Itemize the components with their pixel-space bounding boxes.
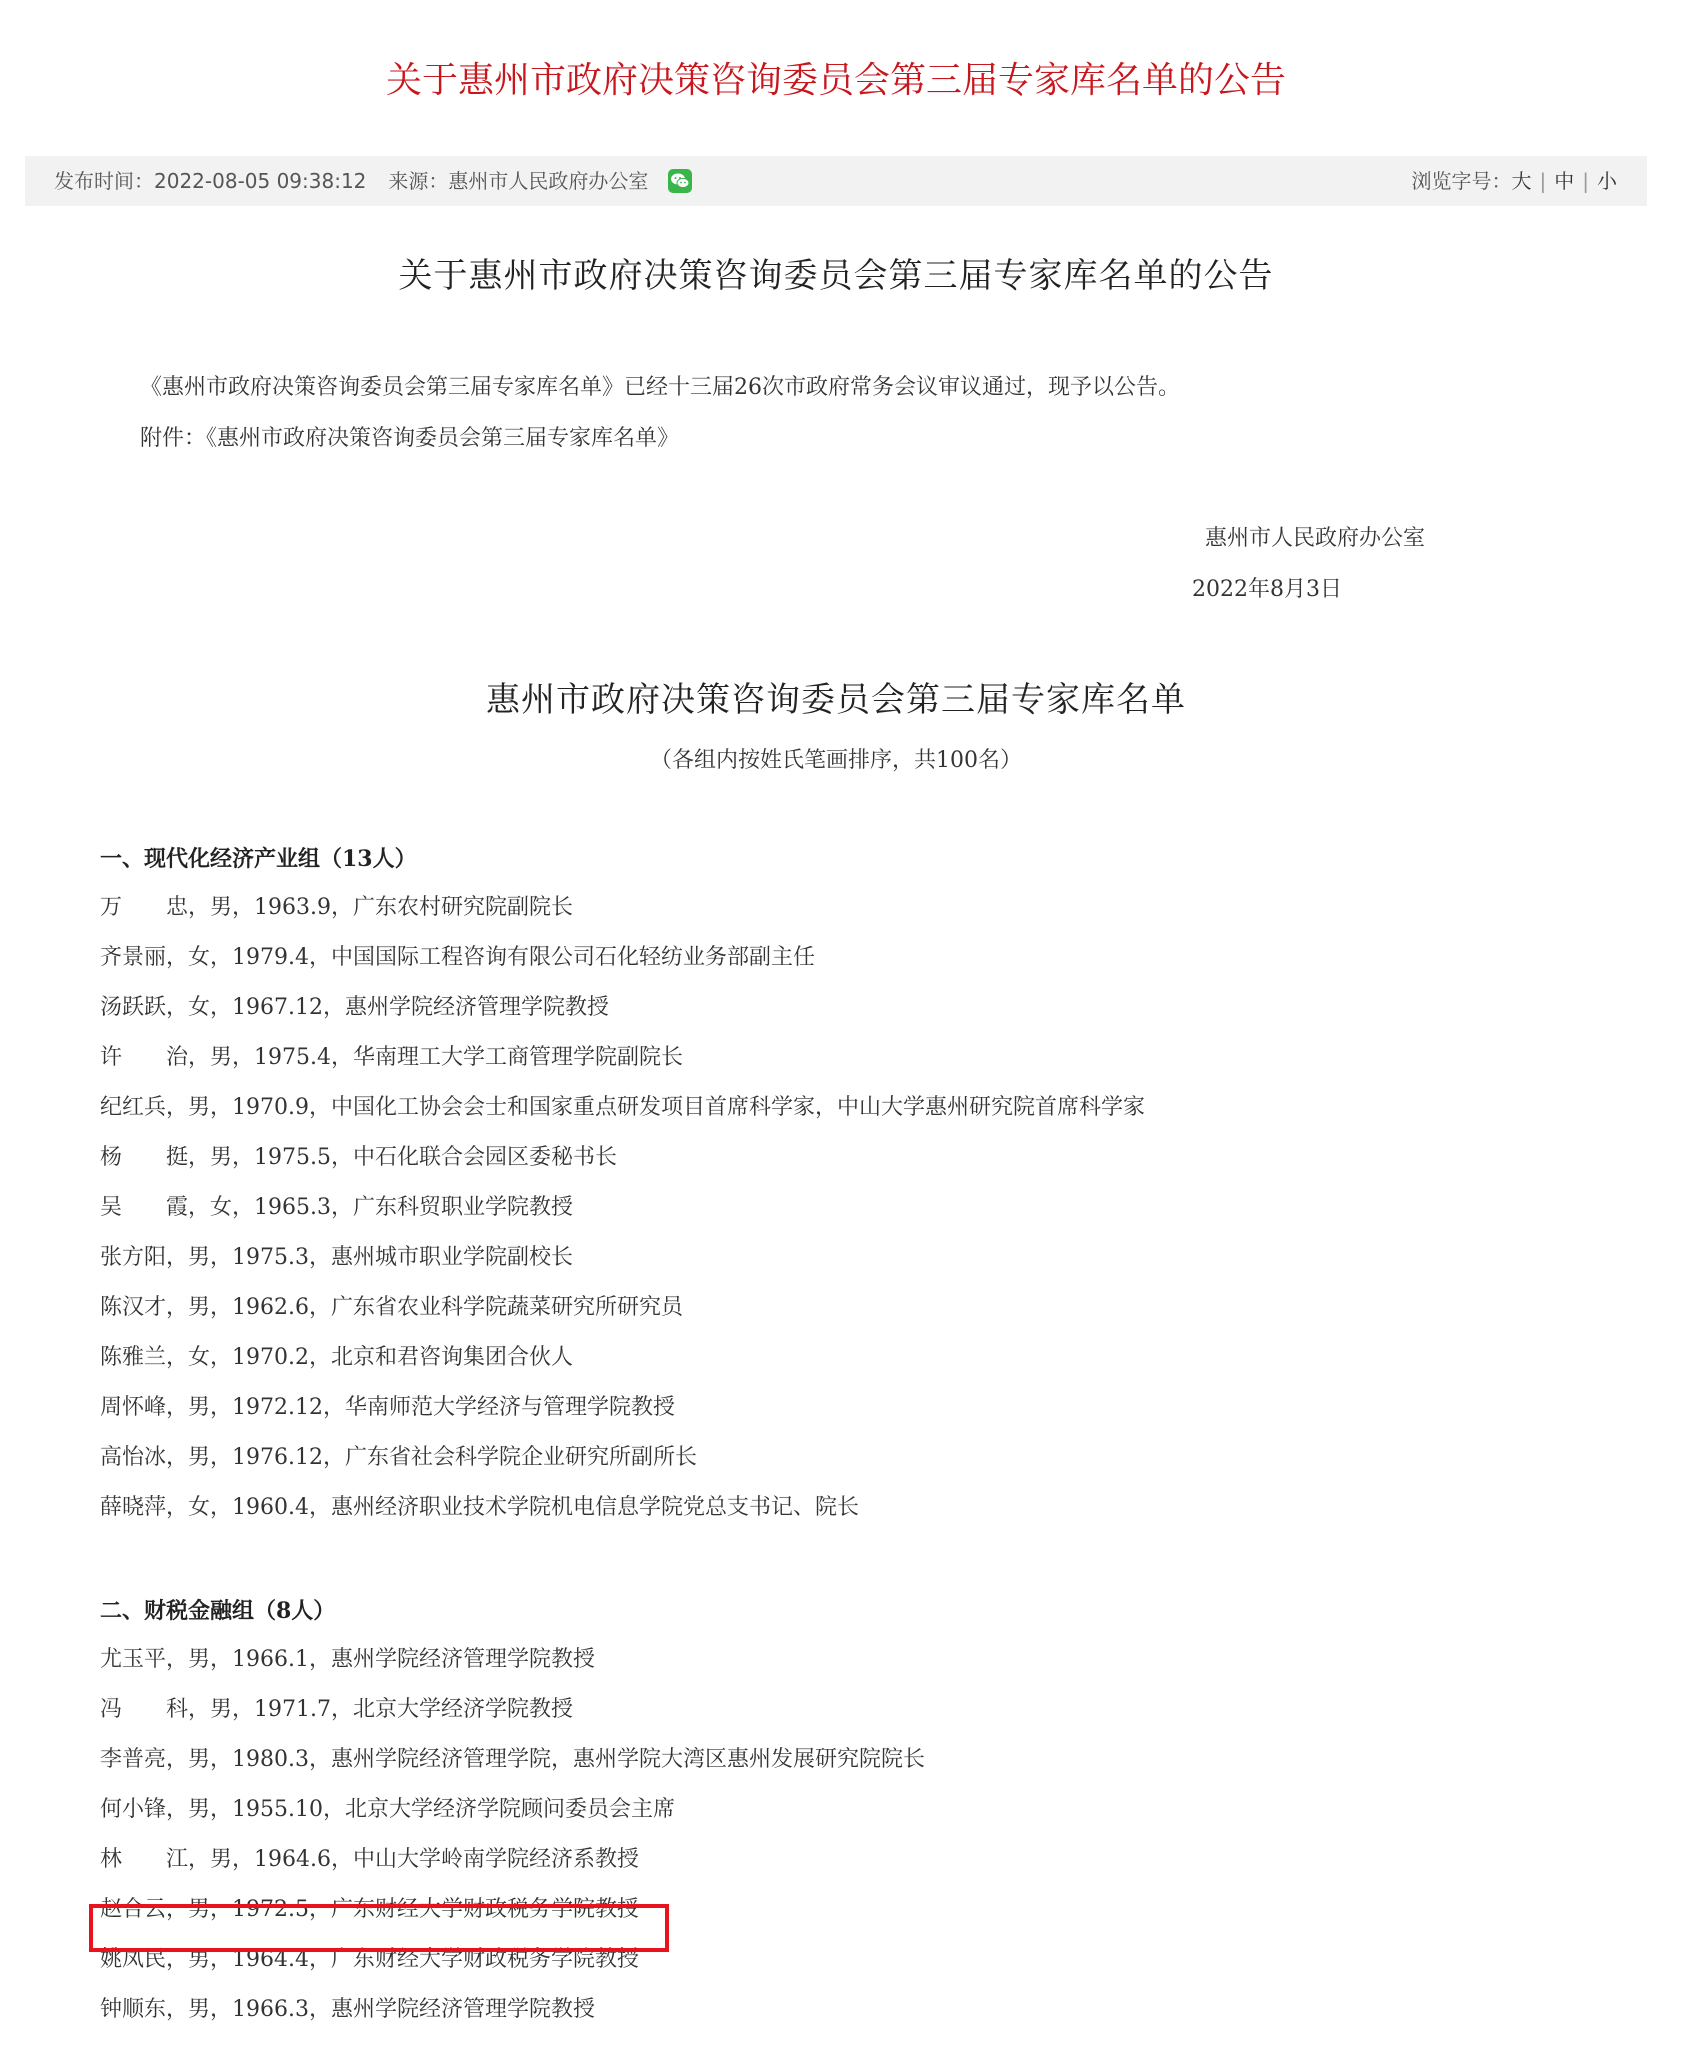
group-2-list (100, 1635, 925, 2035)
group-heading: 一、现代化经济产业组（13人） (100, 846, 417, 872)
article-meta-bar (25, 156, 1647, 206)
expert-detail: ，男，1966.1，惠州学院经济管理学院教授 (166, 1647, 595, 1672)
expert-name: 尤玉平 (100, 1647, 167, 1672)
expert-name: 何小锋 (100, 1797, 167, 1822)
list-item (100, 1083, 1145, 1133)
meta-info (54, 156, 692, 206)
list-item (100, 1033, 1145, 1083)
expert-detail: ，男，1975.4，华南理工大学工商管理学院副院长 (188, 1045, 683, 1070)
list-item (100, 1835, 925, 1885)
expert-name: 张方阳 (100, 1245, 167, 1270)
expert-detail: ，男，1975.5，中石化联合会园区委秘书长 (188, 1145, 617, 1170)
group-1-list (100, 883, 1145, 1533)
list-item (100, 1735, 925, 1785)
font-size-switcher (1412, 156, 1618, 206)
expert-name: 钟顺东 (100, 1997, 167, 2022)
article-title: 关于惠州市政府决策咨询委员会第三届专家库名单的公告 (398, 256, 1274, 296)
font-size-label: 浏览字号： (1411, 169, 1512, 193)
list-subtitle: （各组内按姓氏笔画排序，共100名） (650, 748, 1022, 773)
list-item (100, 1433, 1145, 1483)
font-size-large-button[interactable]: 大 (1511, 169, 1532, 193)
list-item (100, 1785, 925, 1835)
expert-name: 吴 霞 (100, 1195, 189, 1220)
list-item (100, 1183, 1145, 1233)
list-item (100, 1233, 1145, 1283)
list-item (100, 933, 1145, 983)
expert-name: 李普亮 (100, 1747, 167, 1772)
group-heading: 二、财税金融组（8人） (100, 1598, 336, 1624)
expert-detail: ，男，1971.7，北京大学经济学院教授 (188, 1697, 573, 1722)
expert-name: 杨 挺 (100, 1145, 189, 1170)
source-label: 来源：惠州市人民政府办公室 (388, 169, 649, 193)
expert-name: 冯 科 (100, 1697, 189, 1722)
publish-time: 发布时间：2022-08-05 09:38:12 (54, 169, 367, 193)
expert-detail: ，男，1972.5，广东财经大学财政税务学院教授 (166, 1897, 639, 1922)
announcement-body: 《惠州市政府决策咨询委员会第三届专家库名单》已经十三届26次市政府常务会议审议通过，现予以公告。 (140, 375, 1180, 400)
expert-name: 陈汉才 (100, 1295, 167, 1320)
expert-detail: ，男，1975.3，惠州城市职业学院副校长 (166, 1245, 573, 1270)
expert-detail: ，男，1962.6，广东省农业科学院蔬菜研究所研究员 (166, 1295, 683, 1320)
expert-detail: ，男，1972.12，华南师范大学经济与管理学院教授 (166, 1395, 675, 1420)
signature-date: 2022年8月3日 (1192, 577, 1342, 602)
expert-name: 万 忠 (100, 895, 189, 920)
list-item (100, 883, 1145, 933)
divider: | (1539, 169, 1547, 193)
expert-detail: ，男，1964.6，中山大学岭南学院经济系教授 (188, 1847, 639, 1872)
divider: | (1582, 169, 1589, 193)
list-item (100, 983, 1145, 1033)
expert-name: 陈雅兰 (100, 1345, 167, 1370)
list-title: 惠州市政府决策咨询委员会第三届专家库名单 (486, 680, 1186, 720)
expert-detail: ，女，1967.12，惠州学院经济管理学院教授 (166, 995, 609, 1020)
expert-name: 赵合云 (100, 1897, 167, 1922)
signature-org: 惠州市人民政府办公室 (1205, 526, 1426, 551)
expert-name: 汤跃跃 (100, 995, 167, 1020)
attachment-line: 附件：《惠州市政府决策咨询委员会第三届专家库名单》 (140, 426, 680, 451)
expert-detail: ，男，1964.4，广东财经大学财政税务学院教授 (166, 1947, 639, 1972)
highlight-box (89, 1904, 669, 1952)
list-item (100, 1635, 925, 1685)
expert-detail: ，女，1970.2，北京和君咨询集团合伙人 (166, 1345, 573, 1370)
expert-detail: ，女，1979.4，中国国际工程咨询有限公司石化轻纺业务部副主任 (166, 945, 815, 970)
expert-detail: ，男，1970.9，中国化工协会会士和国家重点研发项目首席科学家，中山大学惠州研究院首席科学家 (166, 1095, 1145, 1120)
expert-detail: ，女，1965.3，广东科贸职业学院教授 (188, 1195, 573, 1220)
expert-detail: ，男，1976.12，广东省社会科学院企业研究所副所长 (166, 1445, 697, 1470)
list-item (100, 1283, 1145, 1333)
list-item (100, 1483, 1145, 1533)
expert-detail: ，男，1966.3，惠州学院经济管理学院教授 (166, 1997, 595, 2022)
list-item (100, 1333, 1145, 1383)
list-item (100, 1985, 925, 2035)
list-item (100, 1383, 1145, 1433)
expert-detail: ，男，1980.3，惠州学院经济管理学院，惠州学院大湾区惠州发展研究院院长 (166, 1747, 925, 1772)
expert-name: 高怡冰 (100, 1445, 167, 1470)
expert-name: 周怀峰 (100, 1395, 167, 1420)
expert-name: 林 江 (100, 1847, 189, 1872)
page-title: 关于惠州市政府决策咨询委员会第三届专家库名单的公告 (385, 60, 1286, 101)
list-item (100, 1133, 1145, 1183)
font-size-small-button[interactable]: 小 (1597, 169, 1617, 193)
expert-detail: ，男，1955.10，北京大学经济学院顾问委员会主席 (166, 1797, 675, 1822)
expert-detail: ，男，1963.9，广东农村研究院副院长 (188, 895, 573, 920)
expert-name: 齐景丽 (100, 945, 167, 970)
wechat-icon[interactable] (668, 169, 692, 193)
expert-detail: ，女，1960.4，惠州经济职业技术学院机电信息学院党总支书记、院长 (166, 1495, 859, 1520)
expert-name: 姚凤民 (100, 1947, 167, 1972)
expert-name: 许 治 (100, 1045, 189, 1070)
expert-name: 薛晓萍 (100, 1495, 167, 1520)
font-size-medium-button[interactable]: 中 (1554, 169, 1575, 193)
list-item (100, 1685, 925, 1735)
expert-name: 纪红兵 (100, 1095, 167, 1120)
